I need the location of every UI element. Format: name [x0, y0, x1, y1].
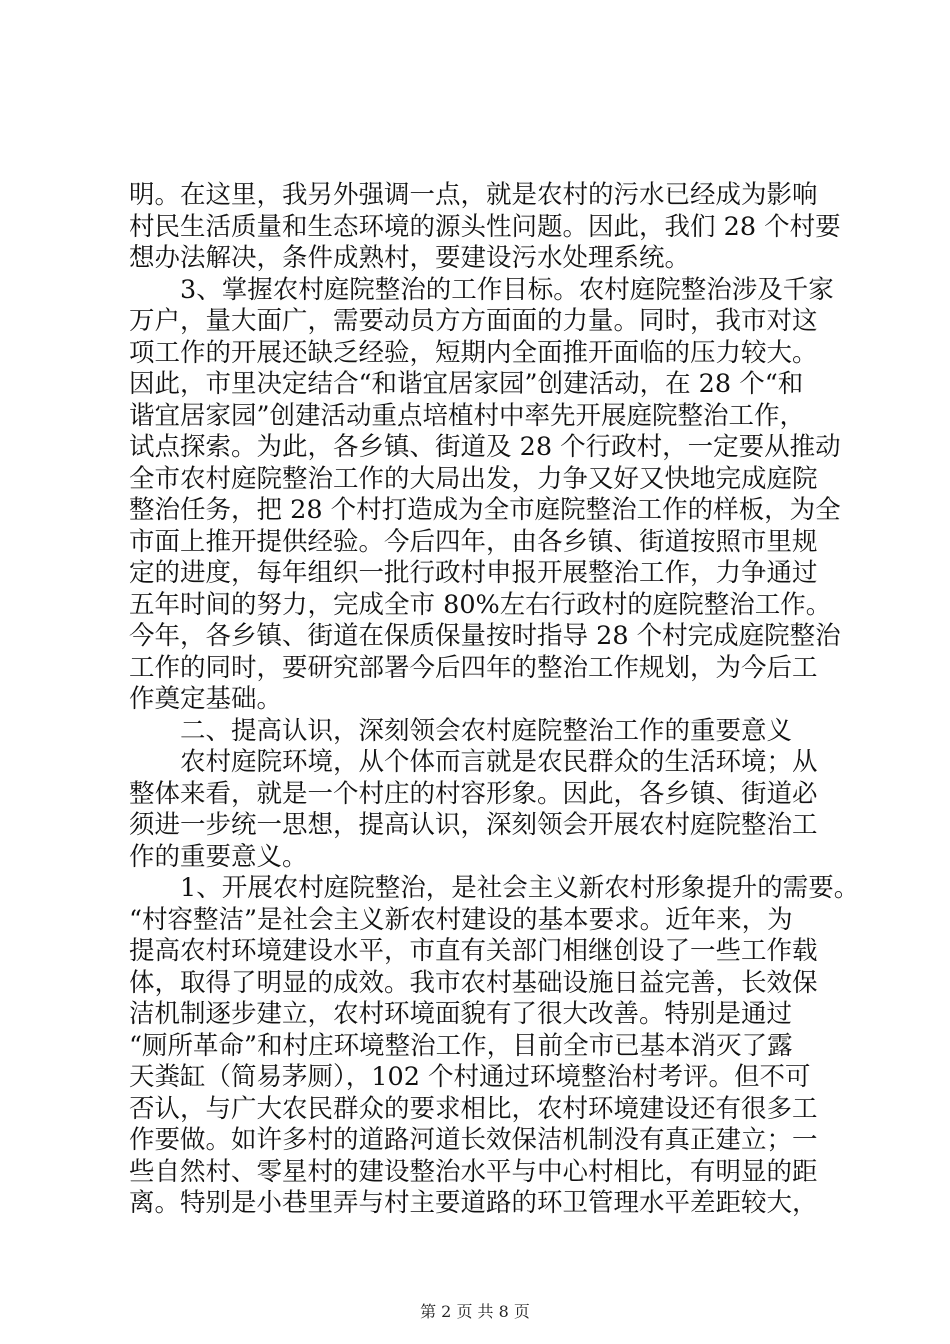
- text-line: 项工作的开展还缺乏经验，短期内全面推开面临的压力较大。: [129, 337, 818, 368]
- text-line: 整体来看，就是一个村庄的村容形象。因此，各乡镇、街道必: [129, 778, 818, 809]
- text-line: 作的重要意义。: [129, 841, 308, 872]
- body-text: [129, 180, 860, 1220]
- text-line: 定的进度，每年组织一批行政村申报开展整治工作，力争通过: [129, 558, 818, 588]
- text-line: 万户，量大面广，需要动员方方面面的力量。同时，我市对这: [129, 306, 818, 336]
- page-number-footer: 第 2 页 共 8 页: [420, 1302, 530, 1321]
- text-line: 试点探索。为此，各乡镇、街道及 28 个行政村，一定要从推动: [129, 432, 841, 462]
- text-line: 谐宜居家园”创建活动重点培植村中率先开展庭院整治工作，: [129, 400, 806, 431]
- text-line: 农村庭院环境，从个体而言就是农民群众的生活环境；从: [129, 747, 818, 777]
- text-line: 些自然村、零星村的建设整治水平与中心村相比，有明显的距: [129, 1156, 818, 1187]
- text-line: “村容整洁”是社会主义新农村建设的基本要求。近年来，为: [129, 904, 793, 935]
- text-line: 3、掌握农村庭院整治的工作目标。农村庭院整治涉及千家: [129, 274, 834, 305]
- text-line: 提高农村环境建设水平，市直有关部门相继创设了一些工作载: [129, 936, 818, 966]
- text-line: 今年，各乡镇、街道在保质保量按时指导 28 个村完成庭院整治: [129, 621, 841, 651]
- text-line: 村民生活质量和生态环境的源头性问题。因此，我们 28 个村要: [129, 211, 841, 242]
- text-line: 否认，与广大农民群众的要求相比，农村环境建设还有很多工: [129, 1093, 818, 1124]
- text-line: 明。在这里，我另外强调一点，就是农村的污水已经成为影响: [129, 180, 818, 210]
- text-line: 整治任务，把 28 个村打造成为全市庭院整治工作的样板，为全: [129, 495, 841, 525]
- text-line: 市面上推开提供经验。今后四年，由各乡镇、街道按照市里规: [129, 526, 818, 557]
- text-line: 全市农村庭院整治工作的大局出发，力争又好又快地完成庭院: [129, 463, 818, 494]
- text-line: 须进一步统一思想，提高认识，深刻领会开展农村庭院整治工: [129, 810, 818, 840]
- text-line: 1、开展农村庭院整治，是社会主义新农村形象提升的需要。: [129, 873, 860, 903]
- text-line: 作要做。如许多村的道路河道长效保洁机制没有真正建立；一: [129, 1125, 818, 1155]
- text-line: 工作的同时，要研究部署今后四年的整治工作规划，为今后工: [129, 652, 818, 683]
- text-line: 体，取得了明显的成效。我市农村基础设施日益完善，长效保: [129, 967, 818, 998]
- text-line: 五年时间的努力，完成全市 80%左右行政村的庭院整治工作。: [129, 589, 832, 620]
- section-heading: 二、提高认识，深刻领会农村庭院整治工作的重要意义: [129, 715, 793, 746]
- text-line: 想办法解决，条件成熟村，要建设污水处理系统。: [129, 243, 691, 273]
- text-line: 洁机制逐步建立，农村环境面貌有了很大改善。特别是通过: [129, 999, 793, 1029]
- text-line: 作奠定基础。: [129, 684, 283, 714]
- text-line: 离。特别是小巷里弄与村主要道路的环卫管理水平差距较大，: [129, 1188, 818, 1218]
- text-line: “厕所革命”和村庄环境整治工作，目前全市已基本消灭了露: [129, 1030, 793, 1061]
- text-line: 因此，市里决定结合“和谐宜居家园”创建活动，在 28 个“和: [129, 369, 804, 399]
- text-line: 天粪缸（简易茅厕），102 个村通过环境整治村考评。但不可: [129, 1062, 811, 1092]
